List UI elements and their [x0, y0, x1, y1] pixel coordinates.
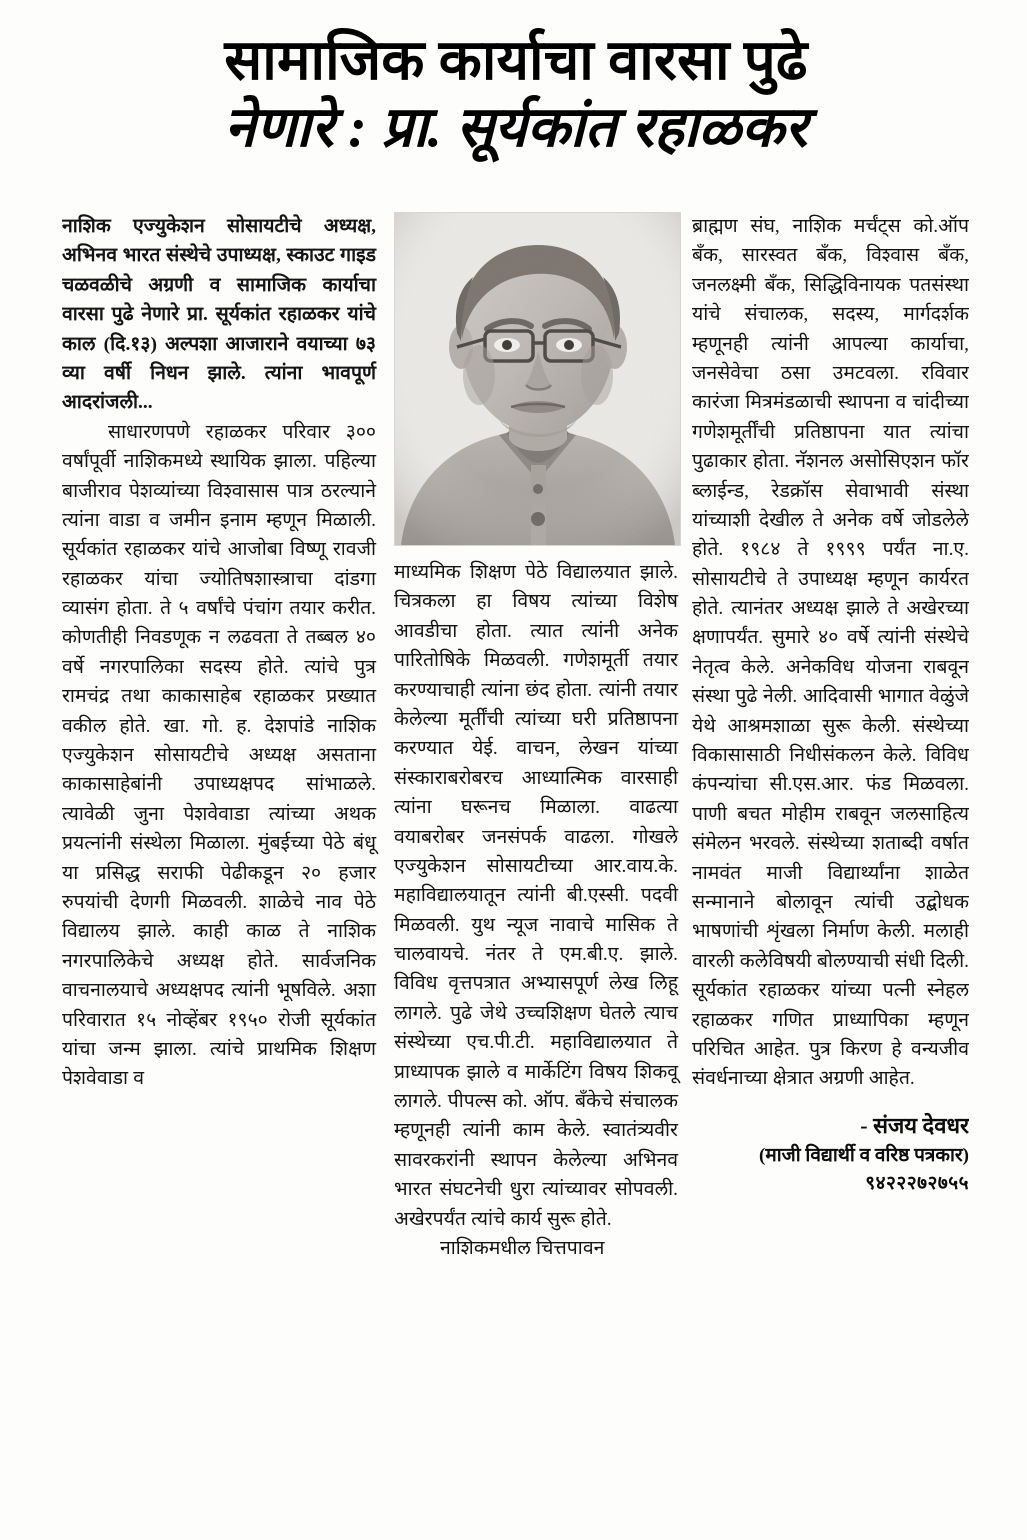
article-columns — [0, 212, 1027, 1540]
portrait-photo — [394, 212, 681, 546]
byline — [692, 1110, 969, 1199]
portrait-sketch-icon — [395, 213, 680, 545]
article-column-2 — [394, 212, 692, 1540]
article-column-3-body: ब्राह्मण संघ, नाशिक मर्चंट्स को.ऑप बँक, सारस्वत बँक, विश्वास बँक, जनलक्ष्मी बँक, सिद्धिविनायक पतसंस्था यांचे संचालक, सदस्य, मार्गदर्शक म्हणूनही त्यांनी आपल्या कार्याचा, जनसेवेचा ठसा उमटवला. रविवार कारंजा मित्रमंडळाची स्थापना व चांदीच्या गणेशमूर्तींची प्रतिष्ठापना यात त्यांचा पुढाकार होता. नॅशनल असोसिएशन फॉर ब्लाईन्ड, रेडक्रॉस सेवाभावी संस्था यांच्याशी देखील ते अनेक वर्षे जोडलेले होते. १९८४ ते १९९९ पर्यंत ना.ए. सोसायटीचे ते उपाध्यक्ष म्हणून कार्यरत होते. त्यानंतर अध्यक्ष झाले ते अखेरच्या क्षणापर्यंत. सुमारे ४० वर्षे त्यांनी संस्थेचे नेतृत्व केले. अनेकविध योजना राबवून संस्था पुढे नेली. आदिवासी भागात वेळुंजे येथे आश्रमशाळा सुरू केली. संस्थेच्या विकासासाठी निधीसंकलन केले. विविध कंपन्यांचा सी.एस.आर. फंड मिळवला. पाणी बचत मोहीम राबवून जलसाहित्य संमेलन भरवले. संस्थेच्या शताब्दी वर्षात नामवंत माजी विद्यार्थ्यांना शाळेत सन्मानाने बोलावून त्यांची उद्बोधक भाषणांची शृंखला निर्माण केली. मलाही वारली कलेविषयी बोलण्याची संधी दिली. सूर्यकांत रहाळकर यांच्या पत्नी स्नेहल रहाळकर गणित प्राध्यापिका म्हणून परिचित आहेत. पुत्र किरण हे वन्यजीव संवर्धनाच्या क्षेत्रात अग्रणी आहेत. — [692, 216, 969, 1090]
byline-author-role: (माजी विद्यार्थी व वरिष्ठ पत्रकार) — [759, 1144, 969, 1166]
article-column-1-body: साधारणपणे रहाळकर परिवार ३०० वर्षांपूर्वी नाशिकमध्ये स्थायिक झाला. पहिल्या बाजीराव पेशव्यांच्या विश्वासास पात्र ठरल्याने त्यांना वाडा व जमीन इनाम म्हणून मिळाली. सूर्यकांत रहाळकर यांचे आजोबा विष्णू रावजी रहाळकर यांचा ज्योतिषशास्त्राचा दांडगा व्यासंग होता. ते ५ वर्षांचे पंचांग तयार करीत. कोणतीही निवडणूक न लढवता ते तब्बल ४० वर्षे नगरपालिका सदस्य होते. त्यांचे पुत्र रामचंद्र तथा काकासाहेब रहाळकर प्रख्यात वकील होते. खा. गो. ह. देशपांडे नाशिक एज्युकेशन सोसायटीचे अध्यक्ष असताना काकासाहेबांनी उपाध्यक्षपद सांभाळले. त्यावेळी जुना पेशवेवाडा त्यांच्या अथक प्रयत्नांनी संस्थेला मिळाला. मुंबईच्या पेठे बंधू या प्रसिद्ध सराफी पेढीकडून २० हजार रुपयांची देणगी मिळवली. शाळेचे नाव पेठे विद्यालय झाले. काही काळ ते नाशिक नगरपालिकेचे अध्यक्ष होते. सार्वजनिक वाचनालयाचे अध्यक्षपद त्यांनी भूषविले. अशा परिवारात १५ नोव्हेंबर १९५० रोजी सूर्यकांत यांचा जन्म झाला. त्यांचे प्राथमिक शिक्षण पेशवेवाडा व — [62, 421, 376, 1090]
byline-author: - संजय देवधर — [860, 1112, 969, 1138]
article-column-2-tail: नाशिकमधील चित्तपावन — [440, 1237, 605, 1259]
article-lead-paragraph: नाशिक एज्युकेशन सोसायटीचे अध्यक्ष, अभिनव भारत संस्थेचे उपाध्यक्ष, स्काउट गाइड चळवळीचे अग्रणी व सामाजिक कार्याचा वारसा पुढे नेणारे प्रा. सूर्यकांत रहाळकर यांचे काल (दि.१३) अल्पशा आजाराने वयाच्या ७३ व्या वर्षी निधन झाले. त्यांना भावपूर्ण आदरांजली... — [62, 216, 376, 414]
page-title — [0, 0, 1027, 168]
article-column-3 — [692, 212, 969, 1540]
article-column-2-body: माध्यमिक शिक्षण पेठे विद्यालयात झाले. चित्रकला हा विषय त्यांच्या विशेष आवडीचा होता. त्यात त्यांनी अनेक पारितोषिके मिळवली. गणेशमूर्ती तयार करण्याचाही त्यांना छंद होता. त्यांनी तयार केलेल्या मूर्तींची त्यांच्या घरी प्रतिष्ठापना करण्यात येई. वाचन, लेखन यांच्या संस्काराबरोबरच आध्यात्मिक वारसाही त्यांना घरूनच मिळाला. वाढत्या वयाबरोबर जनसंपर्क वाढला. गोखले एज्युकेशन सोसायटीच्या आर.वाय.के. महाविद्यालयातून त्यांनी बी.एस्सी. पदवी मिळवली. युथ न्यूज नावाचे मासिक ते चालवायचे. नंतर ते एम.बी.ए. झाले. विविध वृत्तपत्रात अभ्यासपूर्ण लेख लिहू लागले. पुढे जेथे उच्चशिक्षण घेतले त्याच संस्थेच्या एच.पी.टी. महाविद्यालयात ते प्राध्यापक झाले व मार्केटिंग विषय शिकवू लागले. पीपल्स को. ऑप. बँकेचे संचालक म्हणूनही त्यांनी काम केले. स्वातंत्र्यवीर सावरकरांनी स्थापन केलेल्या अभिनव भारत संघटनेची धुरा त्यांच्यावर सोपवली. अखेरपर्यंत त्यांचे कार्य सुरू होते. — [394, 562, 678, 1230]
article-column-1 — [62, 212, 394, 1540]
headline-line-1: सामाजिक कार्याचा वारसा पुढे — [224, 30, 808, 92]
byline-author-phone: ९४२२२७२७५५ — [865, 1173, 969, 1195]
headline-line-2: नेणारे : प्रा. सूर्यकांत रहाळकर — [224, 97, 808, 160]
